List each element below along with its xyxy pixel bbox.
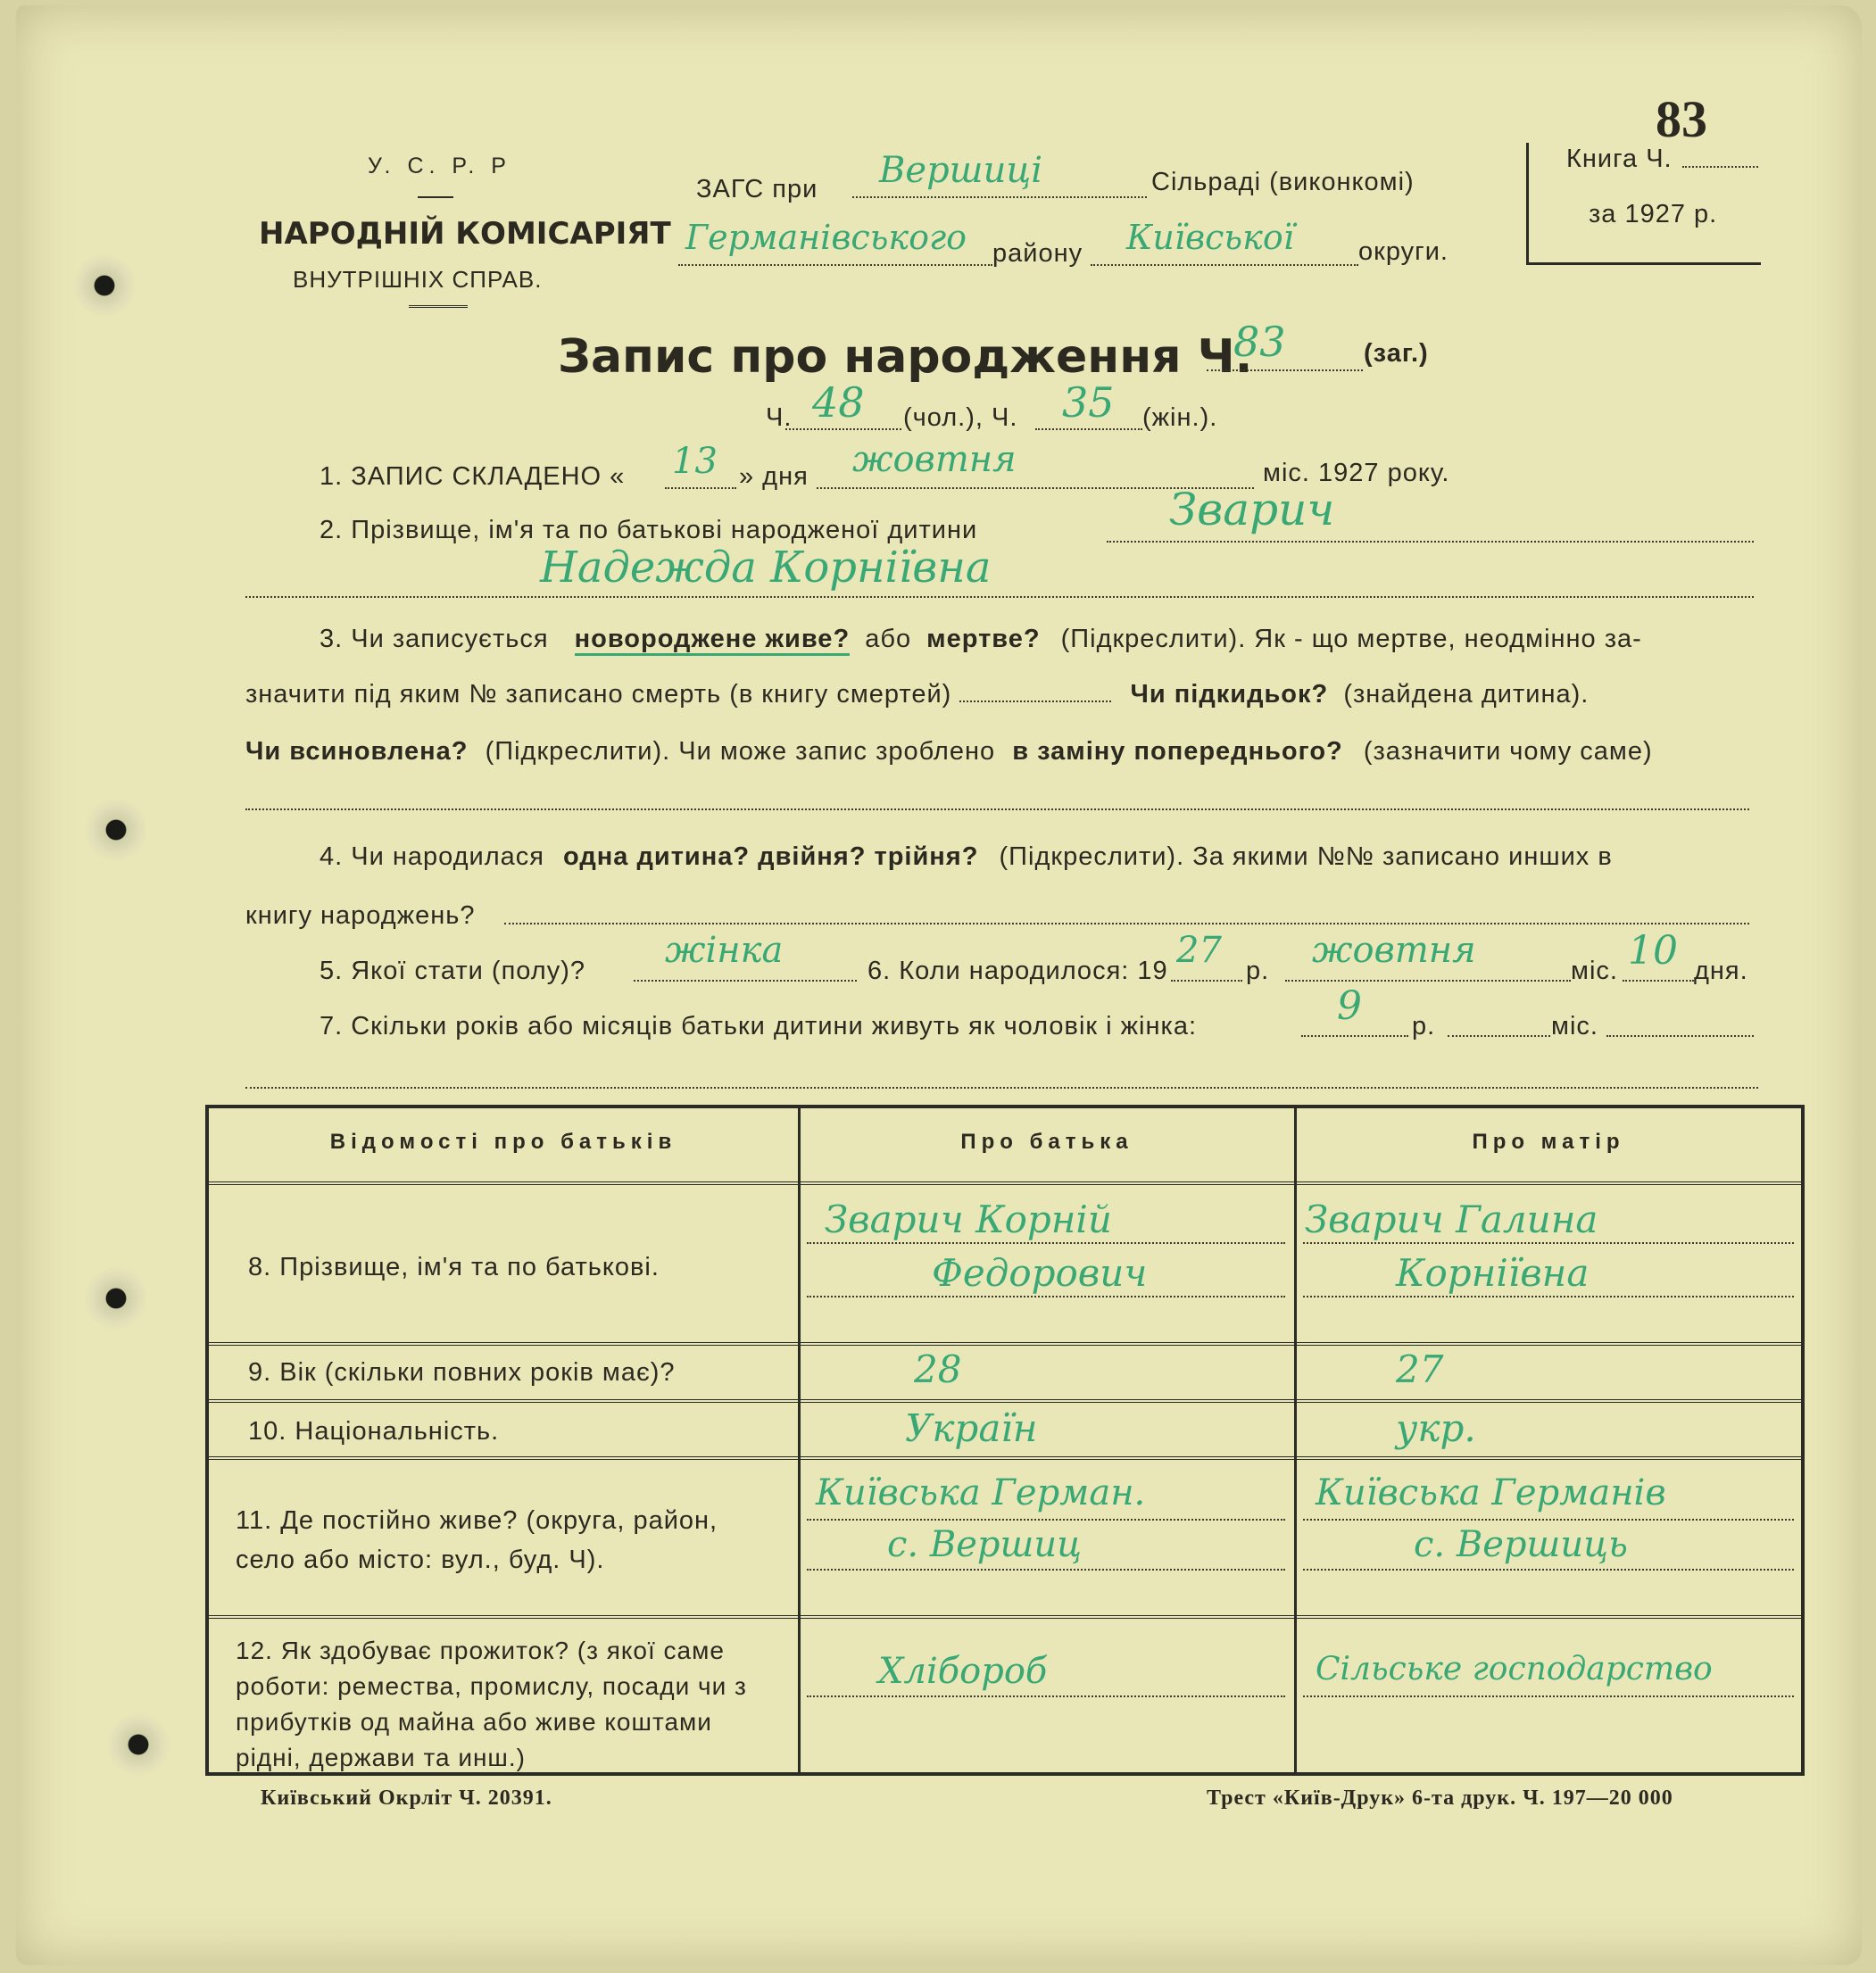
row-divider	[209, 1615, 1801, 1621]
father-occupation: Хлібороб	[878, 1651, 1048, 1692]
field3-replacement-option: в заміну попереднього?	[1012, 737, 1343, 766]
book-year: за 1927 р.	[1589, 200, 1718, 228]
field7-years-field	[1301, 983, 1408, 1037]
field1-prefix: 1. ЗАПИС СКЛАДЕНО «	[320, 462, 626, 491]
field6-mis: міс.	[1571, 957, 1618, 985]
punch-hole	[73, 254, 136, 317]
cell-line	[807, 1695, 1285, 1697]
field3-text-a: 3. Чи записується	[320, 625, 549, 653]
mother-residence-line2: с. Вершиць	[1414, 1524, 1628, 1565]
field5-value: жінка	[665, 930, 784, 971]
field6-day: 10	[1628, 928, 1678, 974]
row-divider	[209, 1456, 1801, 1463]
record-number: 83	[1233, 318, 1286, 366]
zags-village-field	[852, 150, 1147, 198]
field3-foundling-option: Чи підкидьок?	[1130, 680, 1329, 709]
field1-mid: » дня	[739, 462, 809, 491]
mother-residence-line1: Київська Германів	[1316, 1472, 1666, 1513]
father-age: 28	[914, 1347, 962, 1391]
field2-label: 2. Прізвище, ім'я та по батькові народженої дитини	[320, 516, 978, 544]
field6-year-field	[1171, 930, 1242, 982]
field4-text-a: 4. Чи народилася	[320, 842, 544, 871]
mother-name-line1: Зварич Галина	[1305, 1198, 1598, 1241]
header-double-dash	[409, 305, 468, 311]
field3-death-ref-field	[959, 700, 1111, 702]
field3-line1	[320, 625, 1642, 654]
male-label: (чол.), Ч.	[903, 403, 1018, 432]
field4-text-c: (Підкреслити). За якими №№ записано инших в	[999, 842, 1613, 871]
field1-day-field	[665, 441, 736, 489]
cell-line	[807, 1519, 1285, 1521]
mother-name-line2: Корніївна	[1396, 1251, 1590, 1295]
field5-value-field	[634, 930, 857, 982]
table-row-label: 9. Вік (скільки повних років має)?	[248, 1358, 676, 1387]
field4-line2: книгу народжень?	[245, 901, 476, 930]
header-dash	[418, 196, 453, 198]
cell-line	[1303, 1296, 1794, 1297]
field7-r: р.	[1412, 1012, 1436, 1040]
column-divider	[798, 1108, 801, 1772]
footer-printer-left: Київський Окрліт Ч. 20391.	[261, 1786, 552, 1810]
field3-foundling-note: (знайдена дитина).	[1343, 680, 1590, 709]
field5-label: 5. Якої стати (полу)?	[320, 957, 585, 985]
book-label: Книга Ч.	[1566, 145, 1673, 173]
table-row-label: 12. Як здобуває прожиток? (з якої саме роботи: ремества, промислу, посади чи з прибутків од майна або живе коштами рідні, держави та инш.)	[236, 1637, 747, 1771]
field3-alive-option: новороджене живе?	[575, 625, 851, 656]
father-nationality: Україн	[905, 1406, 1038, 1450]
field3-text-e: (Підкреслити). Як - що мертве, неодмінно за-	[1060, 625, 1642, 653]
record-number-suffix: (заг.)	[1364, 339, 1429, 368]
field2-surname: Зварич	[1169, 484, 1335, 535]
state-abbreviation: У. С. Р. Р	[368, 153, 511, 178]
table-row-label: 10. Національність.	[248, 1417, 500, 1446]
table-row-label: 11. Де постійно живе? (округа, район, село або місто: вул., буд. Ч).	[236, 1506, 718, 1574]
field7-years: 9	[1337, 983, 1362, 1029]
punch-hole	[85, 1267, 147, 1330]
field3-blank-line	[245, 808, 1749, 810]
cell-line	[807, 1569, 1285, 1571]
field1-day: 13	[672, 441, 718, 482]
zags-district: Германівського	[685, 218, 967, 257]
zags-prefix: ЗАГС при	[696, 175, 818, 203]
header-parents-info: Відомості про батьків	[329, 1130, 677, 1154]
record-number-field	[1207, 318, 1363, 371]
field6-month: жовтня	[1312, 930, 1476, 971]
field7-label: 7. Скільки років або місяців батьки дитини живуть як чоловік і жінка:	[320, 1012, 1198, 1040]
field3-adopted-option: Чи всиновлена?	[245, 737, 469, 766]
zags-okrug: Київської	[1126, 218, 1294, 257]
mother-age: 27	[1396, 1347, 1444, 1391]
field6-day-field	[1623, 928, 1694, 982]
father-residence-line1: Київська Герман.	[816, 1472, 1146, 1513]
footer-printer-right: Трест «Київ-Друк» 6-та друк. Ч. 197—20 000	[1207, 1786, 1673, 1810]
field1-month-field	[817, 439, 1254, 489]
mother-nationality: укр.	[1396, 1406, 1476, 1450]
parents-table	[205, 1105, 1805, 1776]
field7-mis: міс.	[1551, 1012, 1598, 1040]
punch-hole	[107, 1713, 170, 1776]
cell-line	[1303, 1695, 1794, 1697]
field6-year: 27	[1176, 930, 1222, 971]
field2-surname-field	[1107, 484, 1754, 543]
male-number-field	[785, 378, 901, 430]
field3-line2	[245, 680, 1589, 709]
field6-r: р.	[1246, 957, 1270, 985]
female-number-field	[1035, 378, 1142, 430]
table-row-label: 8. Прізвище, ім'я та по батькові.	[248, 1253, 660, 1281]
field3-death-ref-label: значити під яким № записано смерть (в книгу смертей)	[245, 680, 952, 709]
header-father: Про батька	[960, 1130, 1133, 1154]
male-number: 48	[812, 378, 865, 427]
field4-blank-line	[504, 923, 1749, 924]
female-number: 35	[1062, 378, 1115, 427]
zags-village: Вершиці	[879, 150, 1043, 191]
cell-line	[1303, 1569, 1794, 1571]
row-divider	[209, 1181, 1801, 1188]
field3-text-c: або	[865, 625, 912, 653]
field7-tail-line	[1606, 1035, 1754, 1037]
field7-blank-line	[245, 1087, 1758, 1089]
zags-district-label: району	[992, 239, 1083, 268]
zags-district-field	[678, 218, 992, 266]
field3-text-b: (Підкреслити). Чи може запис зроблено	[485, 737, 996, 766]
book-number-field	[1682, 141, 1758, 168]
row-divider	[209, 1399, 1801, 1405]
father-name-line2: Федорович	[932, 1251, 1148, 1295]
female-label: (жін.).	[1142, 403, 1218, 432]
field3-text-d: (зазначити чому саме)	[1363, 737, 1653, 766]
commissariat-title: НАРОДНІЙ КОМІСАРІЯТ	[259, 216, 671, 252]
row-divider	[209, 1342, 1801, 1348]
punch-hole	[85, 799, 147, 861]
header-mother: Про матір	[1472, 1130, 1625, 1154]
field2-name-field	[245, 543, 1754, 598]
zags-okrug-label: округи.	[1358, 237, 1449, 266]
field6-label: 6. Коли народилося: 19	[867, 957, 1168, 985]
zags-council-label: Сільраді (виконкомі)	[1151, 168, 1415, 196]
field7-months-field	[1448, 992, 1550, 1037]
column-divider	[1294, 1108, 1297, 1772]
field2-name: Надежда Корніївна	[540, 543, 992, 593]
commissariat-subtitle: ВНУТРІШНІХ СПРАВ.	[293, 266, 543, 293]
father-residence-line2: с. Вершиц	[887, 1524, 1083, 1565]
cell-line	[1303, 1242, 1794, 1244]
field3-dead-option: мертве?	[926, 625, 1041, 653]
field4-line1	[320, 842, 1613, 872]
field4-birth-options: одна дитина? двійня? трійня?	[563, 842, 979, 871]
cell-line	[807, 1296, 1285, 1297]
field6-month-field	[1285, 930, 1571, 982]
father-name-line1: Зварич Корній	[825, 1198, 1112, 1241]
cell-line	[1303, 1519, 1794, 1521]
record-title: Запис про народження Ч.	[558, 330, 1253, 384]
field1-suffix: міс. 1927 року.	[1263, 459, 1450, 487]
zags-okrug-field	[1091, 218, 1358, 266]
field3-line3	[245, 737, 1653, 767]
male-prefix: Ч.	[766, 403, 793, 432]
mother-occupation: Сільське господарство	[1316, 1651, 1713, 1687]
page-number: 83	[1656, 90, 1707, 148]
field1-month: жовтня	[852, 439, 1017, 480]
field6-dnya: дня.	[1694, 957, 1748, 985]
cell-line	[807, 1242, 1285, 1244]
